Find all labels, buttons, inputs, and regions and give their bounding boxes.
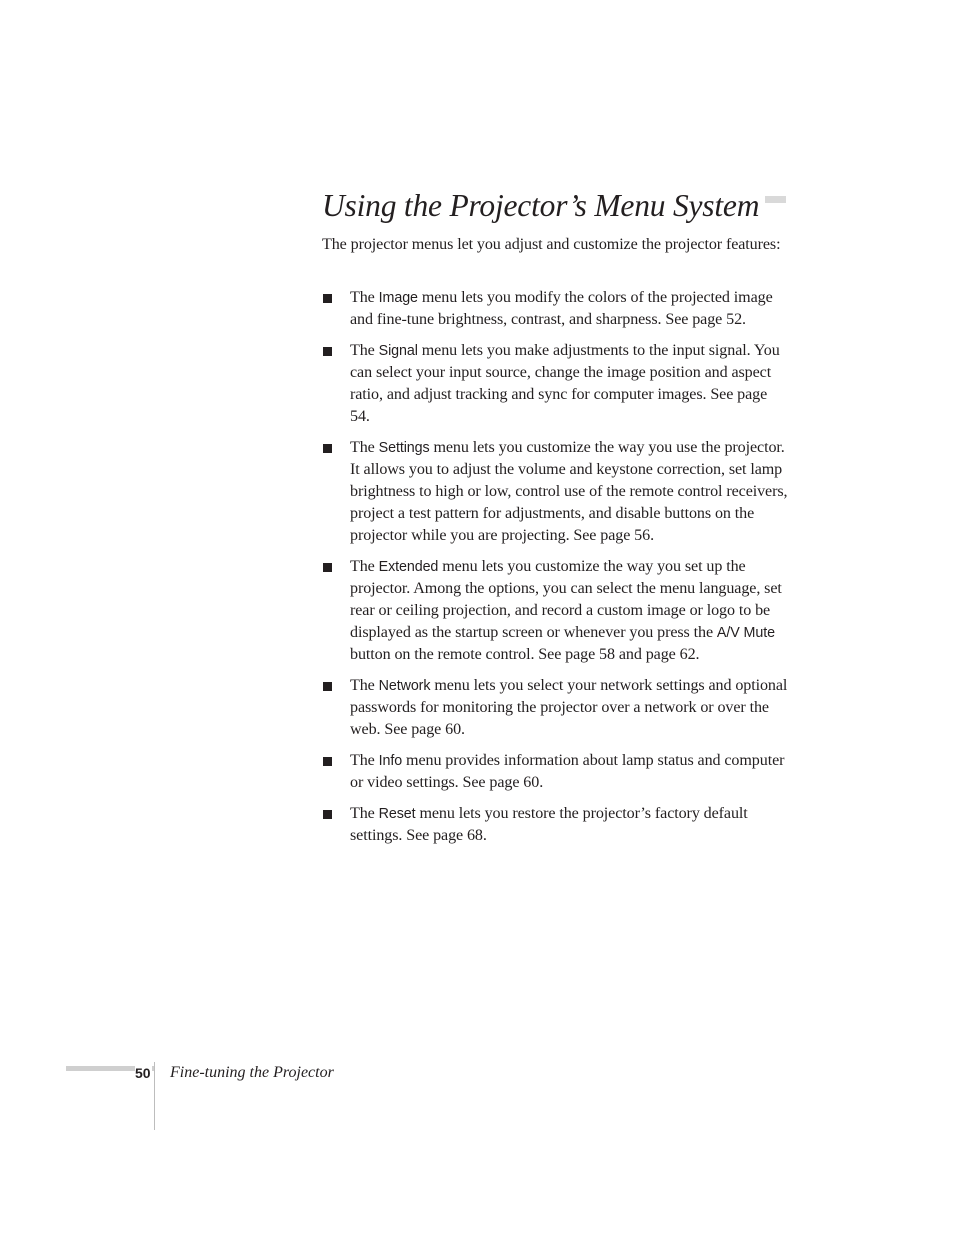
menu-name-info: Info (378, 753, 403, 769)
list-item-text: menu lets you make adjustments to the input signal. You can select your input source, change the image position and aspect ratio, and adjust tracking and sync for computer images. See page 54. (350, 342, 780, 425)
menu-name-network: Network (378, 678, 431, 694)
square-bullet-icon (323, 810, 332, 819)
list-item-extended-menu (322, 556, 790, 666)
list-item-text: menu lets you modify the colors of the projected image and fine-tune brightness, contrast, and sharpness. See page 52. (350, 289, 773, 328)
list-item-lead: The (350, 805, 379, 822)
list-item-image-menu (322, 287, 790, 331)
list-item-lead: The (350, 342, 379, 359)
square-bullet-icon (323, 347, 332, 356)
list-item-info-menu (322, 750, 790, 794)
menu-name-extended: Extended (378, 559, 439, 575)
square-bullet-icon (323, 757, 332, 766)
list-item-text-continued: button on the remote control. See page 58 and page 62. (350, 646, 700, 663)
menu-name-reset: Reset (378, 806, 416, 822)
list-item-text: menu lets you customize the way you set up the projector. Among the options, you can select the menu language, set rear or ceiling projection, and record a custom image or logo to be displayed as the startup screen or whenever you press the (350, 558, 782, 641)
list-item-signal-menu (322, 340, 790, 428)
list-item-text: menu lets you select your network settings and optional passwords for monitoring the projector over a network or over the web. See page 60. (350, 677, 788, 738)
footer-divider (154, 1062, 155, 1130)
list-item-text: menu lets you customize the way you use the projector. It allows you to adjust the volume and keystone correction, set lamp brightness to high or low, control use of the remote control receivers, project a test pattern for adjustments, and disable buttons on the projector while you are projecting. See page 56. (350, 439, 788, 544)
list-item-lead: The (350, 558, 379, 575)
list-item-reset-menu (322, 803, 790, 847)
list-item-lead: The (350, 677, 379, 694)
page-title: Using the Projector’s Menu System (322, 184, 765, 228)
square-bullet-icon (323, 682, 332, 691)
menu-name-signal: Signal (378, 343, 418, 359)
menu-name-image: Image (378, 290, 418, 306)
menu-name-settings: Settings (378, 440, 430, 456)
running-head: Fine-tuning the Projector (170, 1064, 334, 1081)
menu-list (322, 287, 790, 856)
list-item-network-menu (322, 675, 790, 741)
list-item-lead: The (350, 752, 379, 769)
square-bullet-icon (323, 294, 332, 303)
square-bullet-icon (323, 444, 332, 453)
intro-paragraph: The projector menus let you adjust and customize the projector features: (322, 236, 781, 253)
page-number: 50 (135, 1065, 151, 1081)
av-mute-button-name: A/V Mute (716, 625, 775, 641)
list-item-settings-menu (322, 437, 790, 547)
square-bullet-icon (323, 563, 332, 572)
list-item-lead: The (350, 289, 379, 306)
list-item-text: menu provides information about lamp status and computer or video settings. See page 60. (350, 752, 785, 791)
list-item-text: menu lets you restore the projector’s factory default settings. See page 68. (350, 805, 748, 844)
list-item-lead: The (350, 439, 379, 456)
